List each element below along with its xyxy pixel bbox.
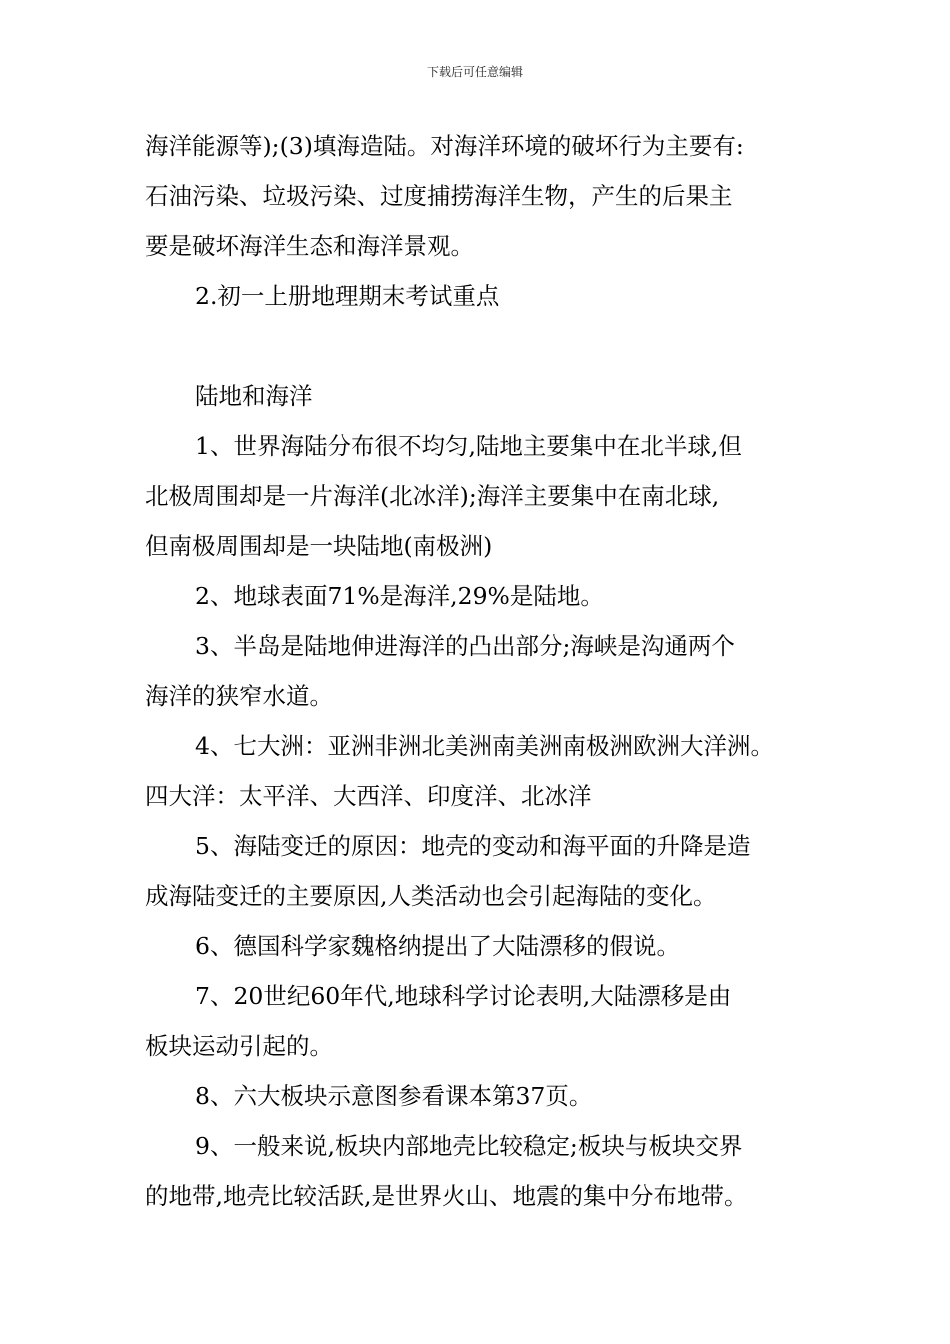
body-line: 海洋能源等);(3)填海造陆。对海洋环境的破坏行为主要有:: [145, 132, 744, 160]
body-line: 但南极周围却是一块陆地(南极洲): [145, 532, 493, 560]
list-item: 1、世界海陆分布很不均匀,陆地主要集中在北半球,但: [195, 432, 742, 460]
list-item: 3、半岛是陆地伸进海洋的凸出部分;海峡是沟通两个: [195, 632, 735, 660]
body-line: 四大洋：太平洋、大西洋、印度洋、北冰洋: [145, 782, 592, 810]
body-line: 北极周围却是一片海洋(北冰洋);海洋主要集中在南北球,: [145, 482, 720, 510]
body-line: 要是破坏海洋生态和海洋景观。: [145, 232, 474, 260]
subsection-heading: 陆地和海洋: [195, 382, 313, 410]
body-line: 的地带,地壳比较活跃,是世界火山、地震的集中分布地带。: [145, 1182, 748, 1210]
list-item: 2、地球表面71%是海洋,29%是陆地。: [195, 582, 604, 610]
body-line: 板块运动引起的。: [145, 1032, 333, 1060]
body-line: 海洋的狭窄水道。: [145, 682, 333, 710]
list-item: 8、六大板块示意图参看课本第37页。: [195, 1082, 593, 1110]
document-body: [145, 121, 817, 1221]
list-item: 9、一般来说,板块内部地壳比较稳定;板块与板块交界: [195, 1132, 743, 1160]
section-heading: 2.初一上册地理期末考试重点: [195, 282, 500, 310]
list-item: 7、20世纪60年代,地球科学讨论表明,大陆漂移是由: [195, 982, 732, 1010]
body-line: 成海陆变迁的主要原因,人类活动也会引起海陆的变化。: [145, 882, 717, 910]
list-item: 4、七大洲：亚洲非洲北美洲南美洲南极洲欧洲大洋洲。: [195, 732, 774, 760]
body-line: 石油污染、垃圾污染、过度捕捞海洋生物，产生的后果主: [145, 182, 733, 210]
list-item: 6、德国科学家魏格纳提出了大陆漂移的假说。: [195, 932, 680, 960]
list-item: 5、海陆变迁的原因：地壳的变动和海平面的升降是造: [195, 832, 751, 860]
blank-gap: [145, 321, 817, 371]
page-header: 下载后可任意编辑: [426, 65, 523, 79]
